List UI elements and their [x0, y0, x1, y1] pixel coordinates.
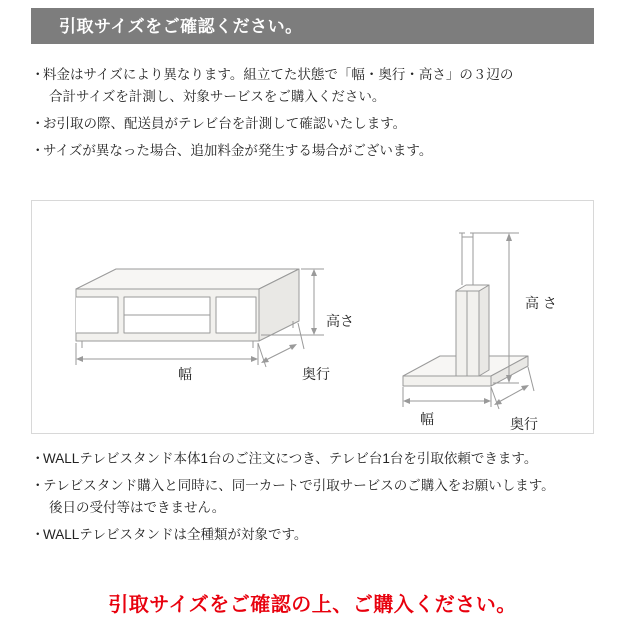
list-item-line2: 後日の受付等はできません。	[49, 499, 226, 515]
bullet-dot-icon: ・	[31, 115, 45, 131]
size-diagram-svg	[32, 201, 593, 433]
page-title: 引取サイズをご確認ください。	[59, 16, 303, 36]
tv-board-depth-arrow-back	[289, 344, 297, 350]
tv-board-width-arrow-right	[251, 356, 258, 362]
list-item	[31, 524, 601, 546]
top-notes-list	[31, 64, 596, 166]
footer-emphasis-text: 引取サイズをご確認の上、ご購入ください。	[108, 594, 517, 616]
tv-board-depth-label: 奥行	[302, 366, 330, 382]
tv-stand-base-front	[403, 376, 491, 386]
tv-stand-width-label: 幅	[420, 411, 434, 427]
tv-stand-width-arrow-left	[403, 398, 410, 404]
bullet-dot-icon: ・	[31, 526, 45, 542]
tv-board-height-label: 高さ	[326, 313, 354, 329]
bullet-dot-icon: ・	[31, 142, 45, 158]
list-item-label: サイズが異なった場合、追加料金が発生する場合がございます。	[43, 142, 433, 158]
bullet-dot-icon: ・	[31, 451, 45, 466]
tv-board-height-arrow-up	[311, 269, 317, 276]
tv-stand-pole-side	[479, 285, 489, 376]
list-item-label: お引取の際、配送員がテレビ台を計測して確認いたします。	[43, 115, 407, 131]
tv-board-depth-arrow-front	[261, 357, 269, 363]
list-item	[31, 475, 601, 519]
list-item	[31, 64, 596, 108]
tv-stand-depth-tick-front	[491, 387, 499, 409]
list-item-line1: テレビスタンド購入と同時に、同一カートで引取サービスのご購入をお願いします。	[43, 477, 555, 493]
tv-board-depth-tick-front	[258, 343, 266, 367]
list-item-label: WALLテレビスタンド本体1台のご注文につき、テレビ台1台を引取依頼できます。	[43, 451, 538, 466]
tv-board-right-door	[216, 297, 256, 333]
size-diagram-panel	[31, 200, 594, 434]
bullet-dot-icon: ・	[31, 477, 45, 493]
tv-stand-height-arrow-up	[506, 233, 512, 241]
list-item-label: WALLテレビスタンドは全種類が対象です。	[43, 526, 308, 542]
tv-board-width-label: 幅	[178, 366, 192, 382]
list-item	[31, 113, 596, 135]
tv-board-depth-dim-line	[264, 346, 294, 361]
tv-board-width-arrow-left	[76, 356, 83, 362]
tv-board-left-door	[76, 297, 118, 333]
list-item-line1: 料金はサイズにより異なります。組立てた状態で「幅・奥行・高さ」の３辺の	[43, 67, 514, 82]
bottom-notes-list	[31, 448, 601, 550]
tv-stand-depth-arrow-back	[521, 385, 529, 391]
list-item-line2: 合計サイズを計測し、対象サービスをご購入ください。	[49, 88, 386, 104]
tv-stand-depth-label: 奥行	[510, 416, 538, 432]
list-item	[31, 140, 596, 162]
tv-board-height-arrow-down	[311, 328, 317, 335]
tv-stand-height-label: 高 さ	[525, 295, 557, 311]
tv-stand-width-arrow-right	[484, 398, 491, 404]
list-item	[31, 448, 601, 470]
header-bar	[31, 8, 594, 44]
list-item-label	[43, 64, 596, 108]
tv-stand-depth-tick-back	[528, 367, 534, 391]
tv-stand-depth-dim-line	[497, 387, 526, 403]
bullet-dot-icon: ・	[31, 67, 45, 82]
tv-stand-height-arrow-down	[506, 375, 512, 383]
list-item-label	[43, 475, 601, 519]
tv-board-depth-tick-back	[298, 323, 304, 349]
